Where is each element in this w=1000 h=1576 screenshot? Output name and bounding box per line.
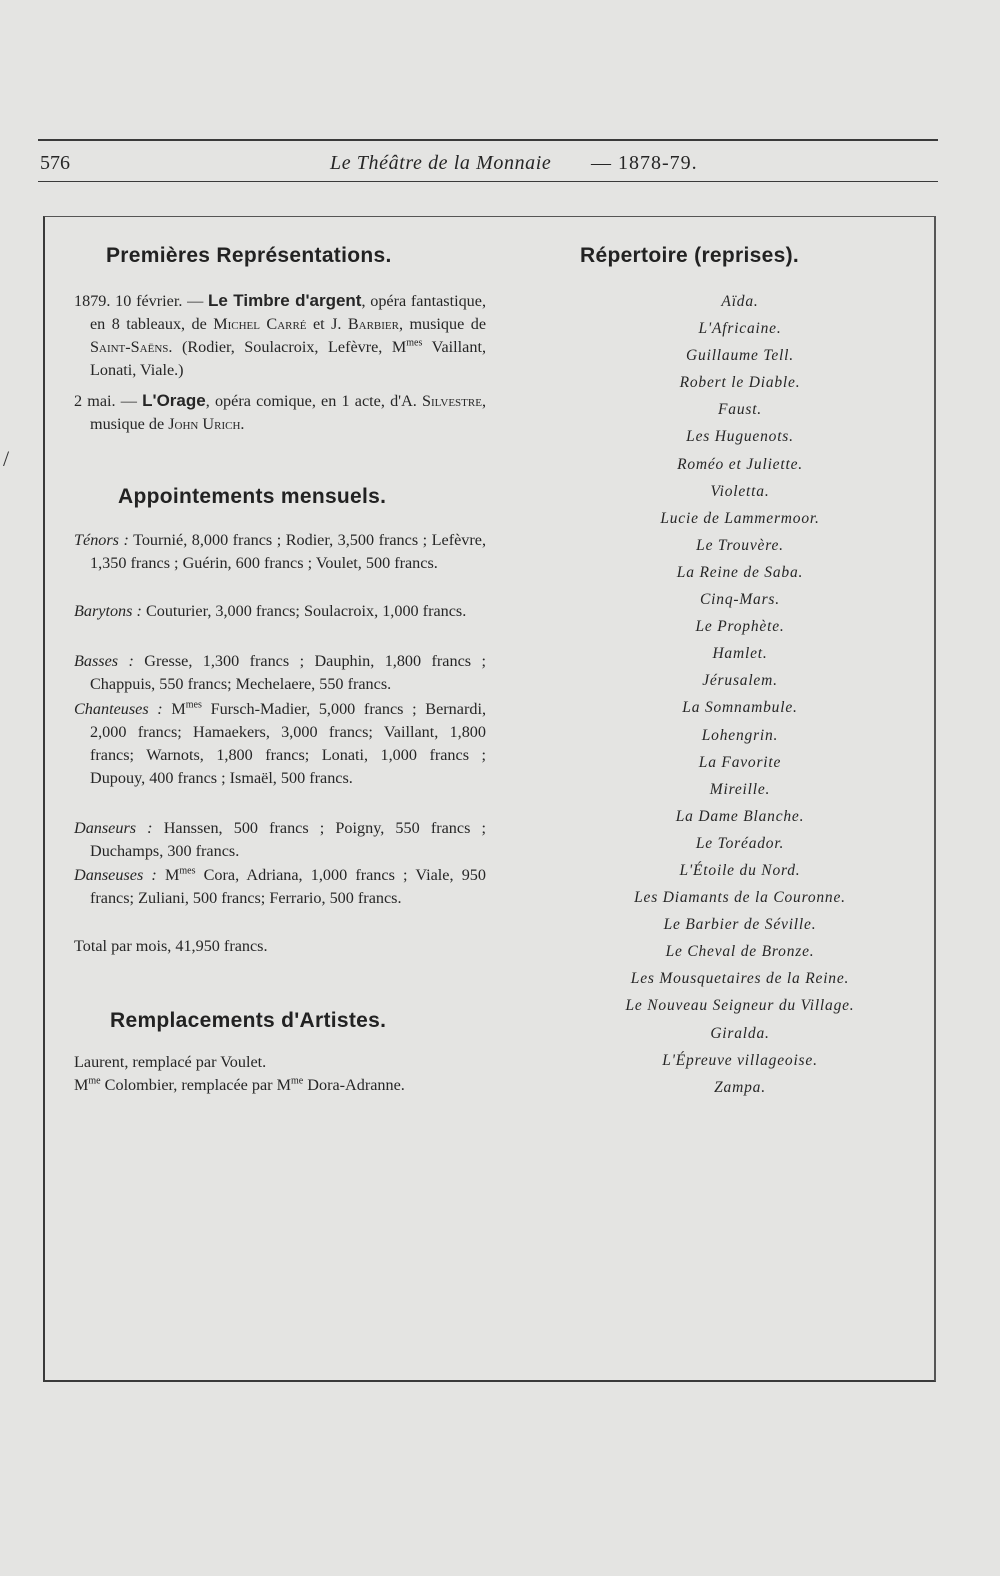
repertoire-heading: Répertoire (reprises). bbox=[580, 244, 800, 267]
salary-danseuses: Danseuses : $M^{mes}$ Cora, Adriana, 1,000 francs ; Viale, 950 francs; Zuliani, 500 francs; Ferrario, 500 francs. bbox=[74, 865, 486, 907]
repertoire-item: La Reine de Saba. bbox=[676, 563, 804, 581]
repertoire-list bbox=[540, 288, 940, 1101]
repertoire-item: Le Trouvère. bbox=[696, 536, 784, 554]
repertoire-item: Le Toréador. bbox=[695, 834, 785, 852]
repertoire-item: Lucie de Lammermoor. bbox=[660, 509, 820, 527]
repertoire-item: Giralda. bbox=[710, 1024, 770, 1042]
repertoire-item: Le Prophète. bbox=[695, 618, 785, 636]
premieres-heading: Premières Représentations. bbox=[106, 244, 392, 267]
header-rule-bottom bbox=[38, 181, 938, 182]
repertoire-item: L'Africaine. bbox=[698, 320, 782, 338]
repertoire-item: Robert le Diable. bbox=[679, 374, 801, 392]
repertoire-item: Faust. bbox=[718, 401, 762, 419]
remplacements-heading: Remplacements d'Artistes. bbox=[110, 1009, 387, 1032]
repertoire-item: La Favorite bbox=[698, 753, 782, 771]
salary-tenors: Ténors : Tournié, 8,000 francs ; Rodier, 3,500 francs ; Lefèvre, 1,350 francs ; Guérin, 600 francs ; Voulet, 500 francs. bbox=[74, 531, 486, 572]
header-rule-top bbox=[38, 139, 938, 141]
repertoire-item: L'Épreuve villageoise. bbox=[662, 1051, 818, 1069]
repertoire-item: La Dame Blanche. bbox=[675, 807, 805, 825]
repertoire-item: Violetta. bbox=[710, 482, 770, 500]
repertoire-item: Guillaume Tell. bbox=[686, 347, 794, 365]
salary-chanteuses: Chanteuses : $M^{mes}$ Fursch-Madier, 5,000 francs ; Bernardi, 2,000 francs; Hamaekers, 3,000 francs; Vaillant, 1,800 francs; Warnots, 1,800 francs; Lonati, 1,000 francs ; Dupouy, 400 francs ; Ismaël, 500 francs. bbox=[74, 699, 486, 787]
page-number: 576 bbox=[40, 152, 70, 174]
repertoire-item: Aïda. bbox=[721, 293, 759, 310]
salary-total: Total par mois, 41,950 francs. bbox=[74, 937, 268, 955]
salary-barytons: Barytons : Couturier, 3,000 francs; Soulacroix, 1,000 francs. bbox=[74, 602, 467, 620]
remplacement-line-2: $M^{me}$ Colombier, remplacée par $M^{me}$ Dora-Adranne. bbox=[74, 1075, 405, 1094]
premiere-entry-timbre: 1879. 10 février. — Le Timbre d'argent, opéra fantastique, en 8 tableaux, de Michel Carré et J. Barbier, musique de Saint-Saëns. (Rodier, Soulacroix, Lefèvre, $M^{mes}$ Vaillant, Lonati, Viale.) bbox=[74, 291, 487, 379]
repertoire-item: La Somnambule. bbox=[682, 699, 798, 717]
repertoire-item: Mireille. bbox=[709, 780, 771, 798]
opera-title: Le Timbre d'argent bbox=[208, 291, 362, 310]
running-header bbox=[38, 148, 938, 178]
repertoire-item: Les Mousquetaires de la Reine. bbox=[630, 970, 850, 988]
repertoire-item: Cinq-Mars. bbox=[700, 591, 780, 609]
repertoire-item: Le Nouveau Seigneur du Village. bbox=[625, 997, 855, 1015]
margin-mark: / bbox=[3, 446, 10, 471]
salary-basses: Basses : Gresse, 1,300 francs ; Dauphin, 1,800 francs ; Chappuis, 550 francs; Mechelaere, 550 francs. bbox=[74, 652, 486, 693]
premiere-entry-orage: 2 mai. — L'Orage, opéra comique, en 1 acte, d'A. Silvestre, musique de John Urich. bbox=[74, 391, 486, 433]
running-title: Le Théâtre de la Monnaie bbox=[330, 152, 552, 174]
repertoire-item: L'Étoile du Nord. bbox=[679, 861, 801, 879]
repertoire-item: Les Diamants de la Couronne. bbox=[634, 889, 846, 907]
repertoire-item: Les Huguenots. bbox=[686, 428, 794, 446]
repertoire-item: Zampa. bbox=[714, 1078, 766, 1096]
repertoire-item: Roméo et Juliette. bbox=[677, 455, 803, 473]
repertoire-item: Le Barbier de Séville. bbox=[663, 916, 817, 934]
repertoire-item: Hamlet. bbox=[712, 645, 768, 663]
opera-title: L'Orage bbox=[142, 391, 206, 410]
repertoire-item: Lohengrin. bbox=[701, 726, 779, 744]
repertoire-item: Le Cheval de Bronze. bbox=[665, 943, 815, 961]
salary-danseurs: Danseurs : Hanssen, 500 francs ; Poigny, 550 francs ; Duchamps, 300 francs. bbox=[74, 819, 486, 860]
remplacement-line-1: Laurent, remplacé par Voulet. bbox=[74, 1053, 267, 1071]
repertoire-item: Jérusalem. bbox=[702, 672, 778, 690]
appointements-heading: Appointements mensuels. bbox=[118, 485, 387, 508]
header-years: — 1878-79. bbox=[591, 152, 698, 174]
